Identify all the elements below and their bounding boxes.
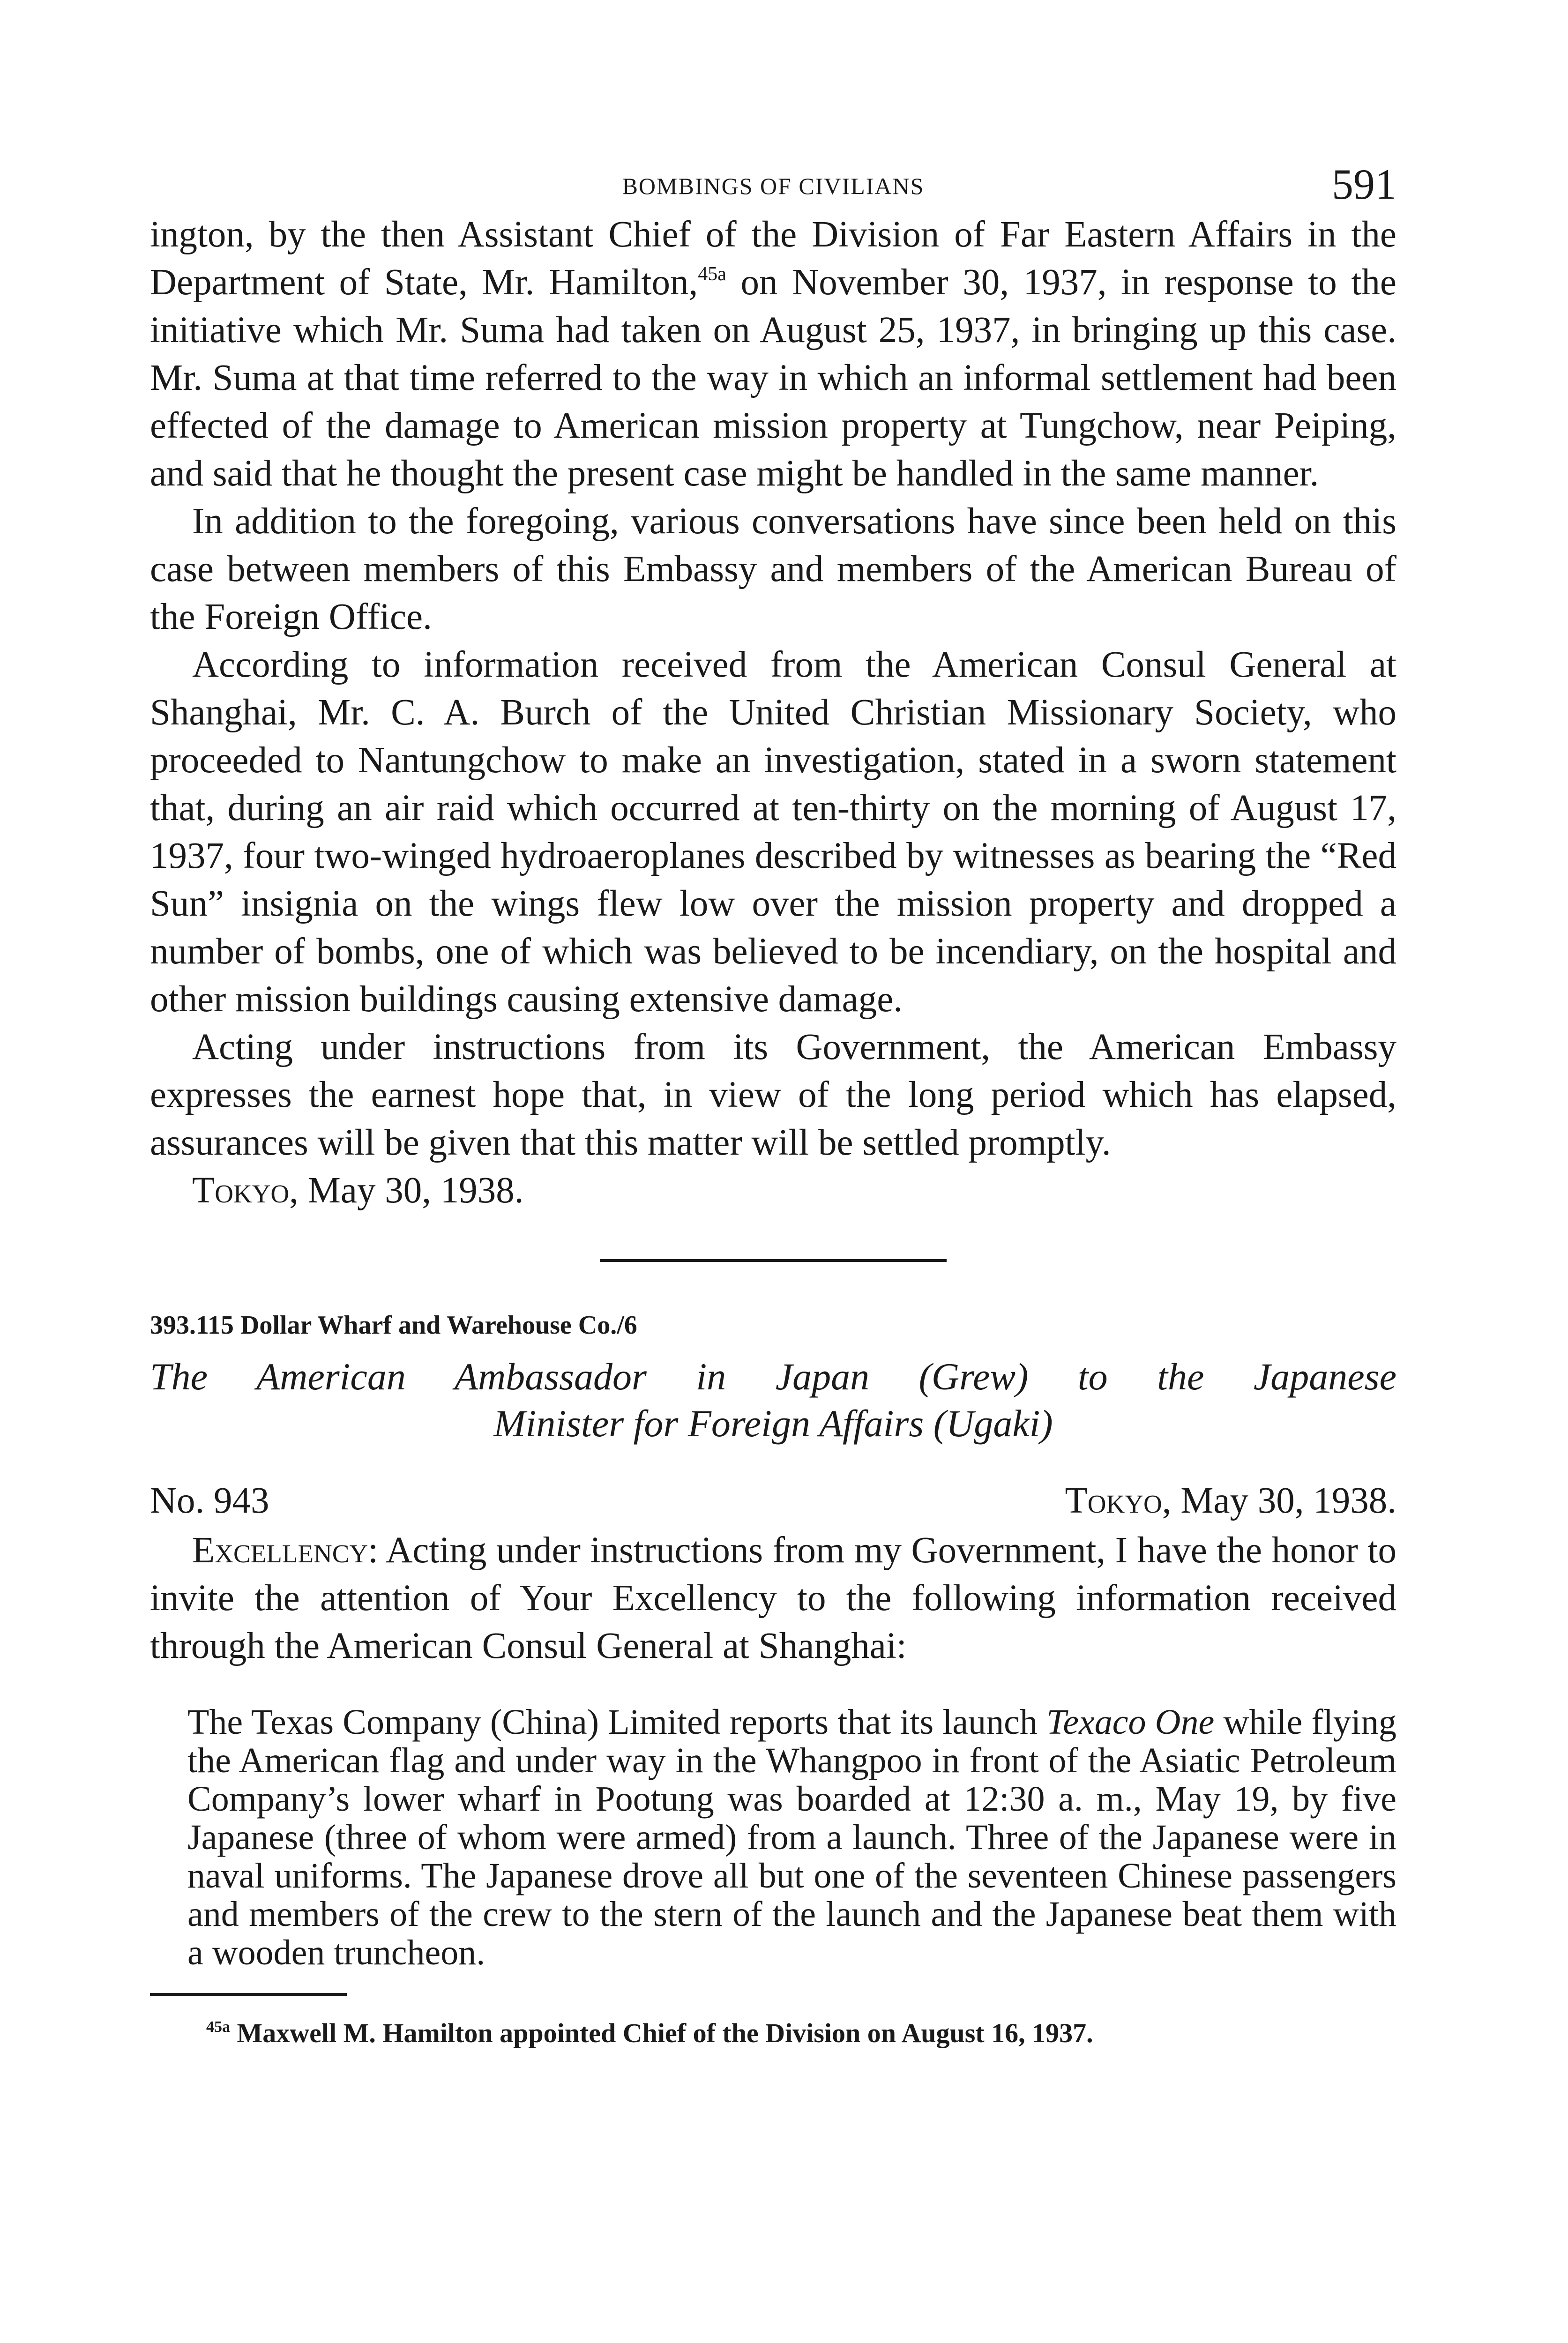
- letter-body-text: : Acting under instructions from my Government, I have the honor to invite the attention of Your Excellency to the following information received through the American Consul General at Shanghai:: [150, 1530, 1396, 1666]
- footnote: [150, 2015, 1396, 2052]
- document-title-line-1: The American Ambassador in Japan (Grew) to the Japanese: [150, 1355, 1396, 1398]
- paragraph-text: ington, by the then Assistant Chief of the Division of Far Eastern Affairs in the Department of State, Mr. Hamilton,: [150, 214, 1396, 303]
- document-date-text: , May 30, 1938.: [1162, 1480, 1396, 1521]
- running-head: [150, 159, 1396, 211]
- closing-date-text: , May 30, 1938.: [289, 1170, 524, 1211]
- section-divider: [600, 1259, 947, 1262]
- footnote-marker: 45a: [206, 2018, 230, 2036]
- document-date: [1065, 1480, 1396, 1522]
- running-title: BOMBINGS OF CIVILIANS: [622, 173, 925, 199]
- vessel-name: Texaco One: [1046, 1702, 1215, 1742]
- paragraph-continuation: [150, 211, 1396, 498]
- block-quote: [150, 1703, 1396, 1972]
- document-number: No. 943: [150, 1480, 269, 1521]
- quote-text: while flying the American flag and under way in the Whangpoo in front of the Asiatic Petroleum Company’s lower wharf in Pootung was boarded at 12:30 a. m., May 19, by five Japanese (three of whom were armed) from a launch. Three of the Japanese were in naval uniforms. The Japanese drove all but one of the seventeen Chinese passengers and members of the crew to the stern of the launch and the Japanese beat them with a wooden truncheon.: [187, 1702, 1396, 1972]
- paragraph-embassy-request: Acting under instructions from its Government, the American Embassy expresses the earnest hope that, in view of the long period which has elapsed, assurances will be given that this matter will be settled promptly.: [150, 1027, 1396, 1163]
- footnote-divider: [150, 1993, 347, 1996]
- document-title-line-2: Minister for Foreign Affairs (Ugaki): [493, 1402, 1053, 1445]
- closing-place: Tokyo: [192, 1170, 290, 1211]
- document-number-line: [150, 1480, 1396, 1527]
- salutation: Excellency: [192, 1530, 368, 1571]
- document-page: [150, 159, 1396, 2052]
- quote-text: The Texas Company (China) Limited reports that its launch: [187, 1702, 1047, 1742]
- quote-paragraph: [187, 1703, 1396, 1972]
- paragraph-foregoing: In addition to the foregoing, various conversations have since been held on this case between members of this Embassy and members of the American Bureau of the Foreign Office.: [150, 501, 1396, 637]
- paragraph-text: on November 30, 1937, in response to the initiative which Mr. Suma had taken on August 25, 1937, in bringing up this case. Mr. Suma at that time referred to the way in which an informal settlement had been effected of the damage to American mission property at Tungchow, near Peiping, and said that he thought the present case might be handled in the same manner.: [150, 262, 1396, 494]
- footnote-text: Maxwell M. Hamilton appointed Chief of the Division on August 16, 1937.: [230, 2018, 1093, 2048]
- footnote-reference: 45a: [698, 263, 726, 285]
- paragraph-burch-statement: According to information received from the American Consul General at Shanghai, Mr. C. A. Burch of the United Christian Missionary Society, who proceeded to Nantungchow to make an investigation, stated in a sworn statement that, during an air raid which occurred at ten-thirty on the morning of August 17, 1937, four two-winged hydroaeroplanes described by witnesses as bearing the “Red Sun” insignia on the wings flew low over the mission property and dropped a number of bombs, one of which was believed to be incendiary, on the hospital and other mission buildings causing extensive damage.: [150, 644, 1396, 1020]
- file-number: 393.115 Dollar Wharf and Warehouse Co./6: [150, 1311, 637, 1340]
- closing-date: [150, 1167, 1396, 1215]
- document-place: Tokyo: [1065, 1480, 1162, 1521]
- page-number: 591: [1332, 160, 1396, 208]
- letter-body: [150, 1527, 1396, 1670]
